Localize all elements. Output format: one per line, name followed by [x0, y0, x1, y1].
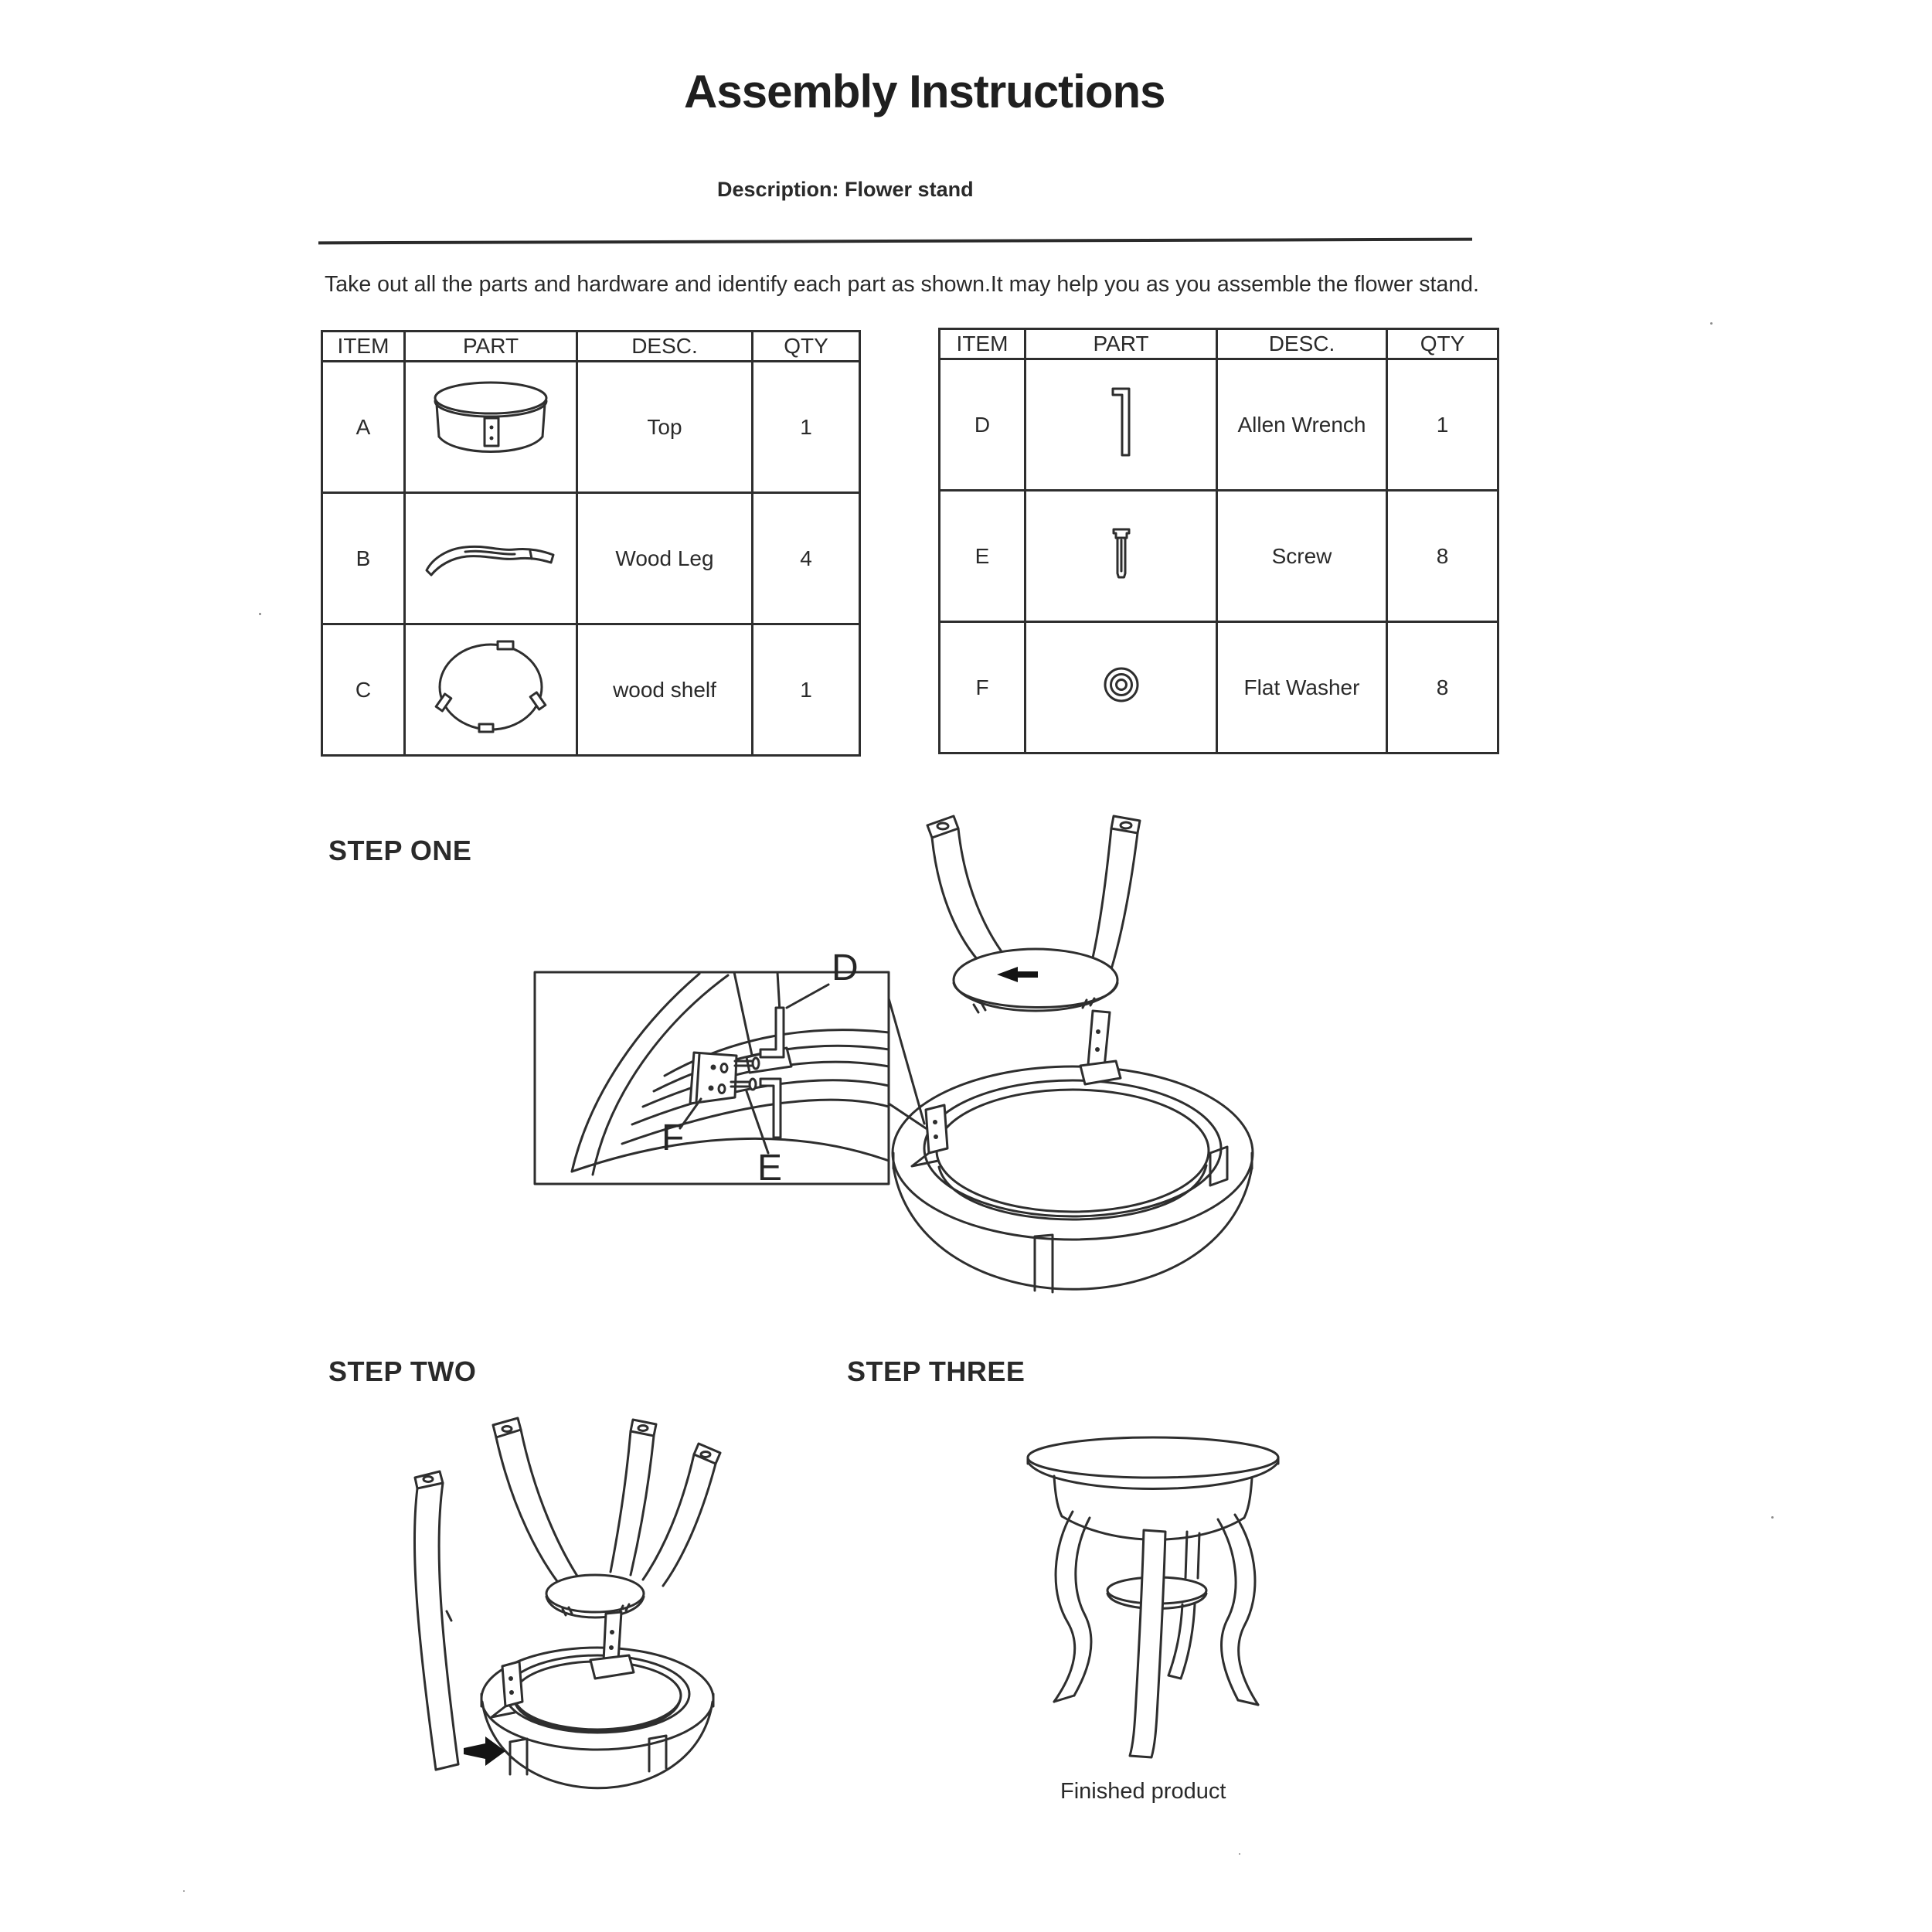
desc-cell: Allen Wrench	[1217, 359, 1387, 491]
parts-table-left	[321, 330, 861, 757]
callout-e: E	[757, 1148, 783, 1189]
parts-table-right	[938, 328, 1499, 754]
step-one-diagram	[433, 804, 1267, 1337]
part-cell	[405, 362, 577, 493]
qty-cell: 4	[753, 493, 860, 624]
part-cell	[1026, 491, 1217, 622]
description-value: Flower stand	[845, 178, 974, 201]
parts-row	[322, 624, 860, 756]
qty-cell: 1	[753, 362, 860, 493]
scan-speck	[1239, 1853, 1240, 1855]
parts-row	[940, 491, 1498, 622]
scan-speck	[1771, 1516, 1774, 1519]
intro-text: Take out all the parts and hardware and identify each part as shown.It may help you as you assemble the flower stand.	[325, 272, 1479, 297]
desc-cell: Wood Leg	[577, 493, 753, 624]
col-header-part: PART	[1026, 329, 1217, 359]
scan-speck	[1710, 322, 1713, 325]
part-cell	[405, 493, 577, 624]
header-row	[322, 332, 860, 362]
divider-rule	[318, 238, 1472, 245]
table-top-icon	[423, 370, 559, 478]
part-cell	[405, 624, 577, 756]
flat-washer-icon	[1099, 662, 1144, 707]
qty-cell: 1	[753, 624, 860, 756]
item-cell: B	[322, 493, 405, 624]
callout-d: D	[832, 947, 859, 988]
desc-cell: wood shelf	[577, 624, 753, 756]
parts-row	[940, 359, 1498, 491]
qty-cell: 1	[1387, 359, 1498, 491]
allen-wrench-icon	[1105, 383, 1138, 461]
desc-cell: Top	[577, 362, 753, 493]
part-cell	[1026, 622, 1217, 753]
page-title: Assembly Instructions	[684, 66, 1165, 117]
parts-row	[322, 493, 860, 624]
description-label: Description:	[717, 178, 839, 201]
step-one-label: STEP ONE	[328, 835, 472, 866]
col-header-item: ITEM	[940, 329, 1026, 359]
col-header-part: PART	[405, 332, 577, 362]
item-cell: E	[940, 491, 1026, 622]
item-cell: F	[940, 622, 1026, 753]
item-cell: C	[322, 624, 405, 756]
item-cell: D	[940, 359, 1026, 491]
desc-cell: Flat Washer	[1217, 622, 1387, 753]
scan-speck	[183, 1890, 185, 1892]
step-three-label: STEP THREE	[847, 1355, 1026, 1387]
qty-cell: 8	[1387, 491, 1498, 622]
col-header-qty: QTY	[753, 332, 860, 362]
qty-cell: 8	[1387, 622, 1498, 753]
screw-icon	[1110, 525, 1133, 582]
scan-speck	[259, 613, 261, 615]
header-row	[940, 329, 1498, 359]
parts-row	[940, 622, 1498, 753]
description-line	[717, 178, 974, 202]
step-three-diagram	[1005, 1430, 1360, 1793]
step-two-label: STEP TWO	[328, 1355, 477, 1387]
finished-product-caption: Finished product	[1060, 1779, 1226, 1804]
col-header-desc: DESC.	[577, 332, 753, 362]
parts-row	[322, 362, 860, 493]
desc-cell: Screw	[1217, 491, 1387, 622]
wood-leg-icon	[417, 526, 564, 586]
col-header-qty: QTY	[1387, 329, 1498, 359]
col-header-desc: DESC.	[1217, 329, 1387, 359]
part-cell	[1026, 359, 1217, 491]
wood-shelf-icon	[433, 639, 549, 735]
item-cell: A	[322, 362, 405, 493]
callout-f: F	[662, 1117, 685, 1158]
col-header-item: ITEM	[322, 332, 405, 362]
step-two-diagram	[386, 1414, 974, 1932]
